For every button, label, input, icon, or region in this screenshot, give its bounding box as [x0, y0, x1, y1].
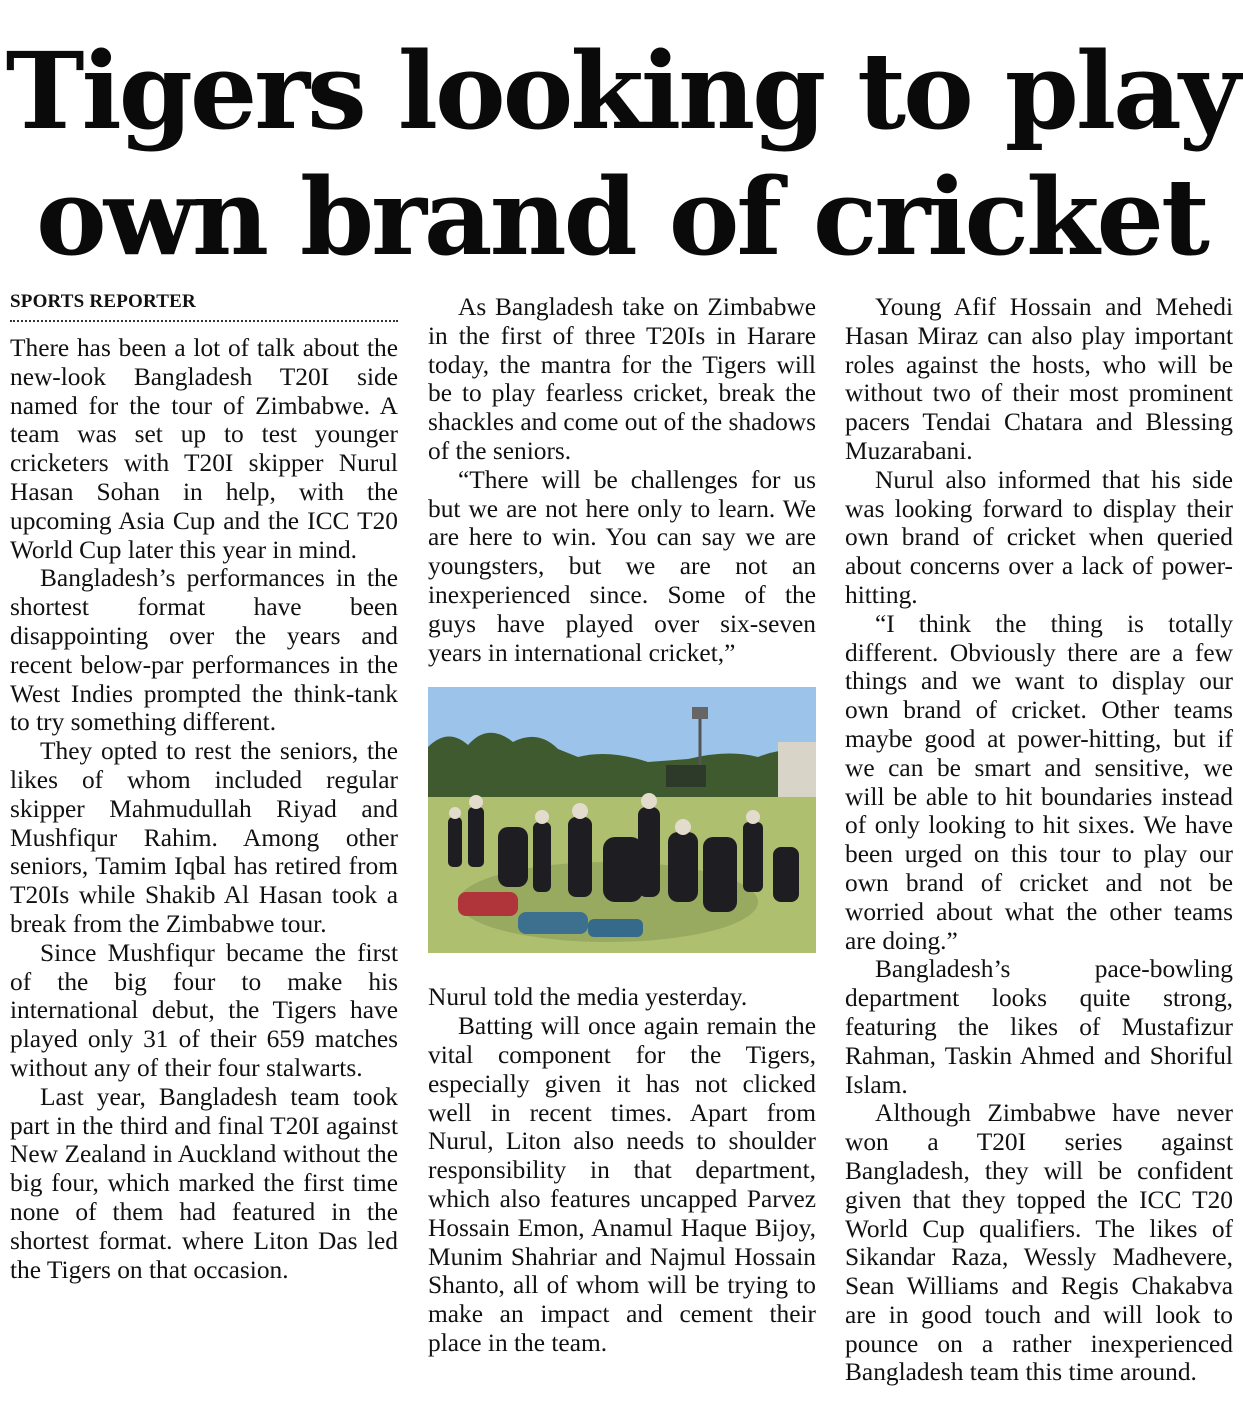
paragraph: Young Afif Hossain and Mehedi Hasan Miraz can also play important roles against the hosts, who will be without two of their most prominent pacers Tendai Chatara and Blessing Muzarabani. [845, 293, 1233, 465]
paragraph: Since Mushfiqur became the first of the big four to make his international debut, the Tigers have played only 31 of their 659 matches without any of their four stalwarts. [10, 938, 398, 1082]
kit-bag [458, 892, 518, 916]
paragraph: Bangladesh’s performances in the shortest format have been disappointing over the years and recent below-par performances in the West Indies prompted the think-tank to try something different. [10, 564, 398, 737]
paragraph: Batting will once again remain the vital component for the Tigers, especially given it has not clicked well in recent times. Apart from Nurul, Liton also needs to shoulder responsibility in that department, which also features uncapped Parvez Hossain Emon, Anamul Haque Bijoy, Munim Shahriar and Najmul Hossain Shanto, all of whom will be trying to make an impact and cement their place in the team. [428, 1012, 816, 1357]
article-column-2 [428, 290, 816, 1410]
article-column-1 [10, 290, 398, 1410]
paragraph: Bangladesh’s pace-bowling department looks quite strong, featuring the likes of Mustafizur Rahman, Taskin Ahmed and Shoriful Islam. [845, 955, 1233, 1099]
paragraph: “I think the thing is totally different. Obviously there are a few things and we want to display our own brand of cricket. Other teams maybe good at power-hitting, but if we can be smart and sensitive, we will be able to hit boundaries instead of only looking to hit sixes. We have been urged on this tour to play our own brand of cricket and not be worried about what the other teams are doing.” [845, 609, 1233, 955]
paragraph: “There will be challenges for us but we are not here only to learn. We are here to win. You can say we are youngsters, but we are not an inexperienced since. Some of the guys have played over six-seven years in international cricket,” [428, 465, 816, 667]
paragraph: Nurul told the media yesterday. [428, 983, 748, 1012]
kit-bag [588, 919, 643, 937]
article-column-3 [845, 290, 1233, 1410]
photo-illustration [428, 687, 816, 953]
floodlight-head [692, 707, 708, 719]
byline-divider [10, 320, 398, 322]
headline-line-2: own brand of cricket [36, 154, 1207, 279]
paragraph: Nurul also informed that his side was looking forward to display their own brand of cricket when queried about concerns over a lack of power-hitting. [845, 465, 1233, 609]
kit-bag [518, 912, 588, 934]
scoreboard [666, 765, 706, 787]
headline-line-1: Tigers looking to play [5, 28, 1238, 153]
article-headline [0, 28, 1243, 280]
paragraph: Although Zimbabwe have never won a T20I series against Bangladesh, they will be confident given that they topped the ICC T20 World Cup qualifiers. The likes of Sikandar Raza, Wessly Madhevere, Sean Williams and Regis Chakabva are in good touch and will look to pounce on a rather inexperienced Bangladesh team this time around. [845, 1099, 1233, 1387]
paragraph: They opted to rest the seniors, the likes of whom included regular skipper Mahmudullah Riyad and Mushfiqur Rahim. Among other seniors, Tamim Iqbal has retired from T20Is while Shakib Al Hasan took a break from the Zimbabwe tour. [10, 737, 398, 938]
paragraph: As Bangladesh take on Zimbabwe in the first of three T20Is in Harare today, the mantra for the Tigers will be to play fearless cricket, break the shackles and come out of the shadows of the seniors. [428, 293, 816, 465]
paragraph: There has been a lot of talk about the new-look Bangladesh T20I side named for the tour of Zimbabwe. A team was set up to test younger cricketers with T20I skipper Nurul Hasan Sohan in help, with the upcoming Asia Cup and the ICC T20 World Cup later this year in mind. [10, 334, 398, 564]
byline: SPORTS REPORTER [10, 291, 196, 312]
team-huddle-photo [428, 687, 816, 953]
paragraph: Last year, Bangladesh team took part in the third and final T20I against New Zealand in Auckland without the big four, which marked the first time none of them had featured in the shortest format. where Liton Das led the Tigers on that occasion. [10, 1082, 398, 1284]
building [778, 742, 816, 797]
